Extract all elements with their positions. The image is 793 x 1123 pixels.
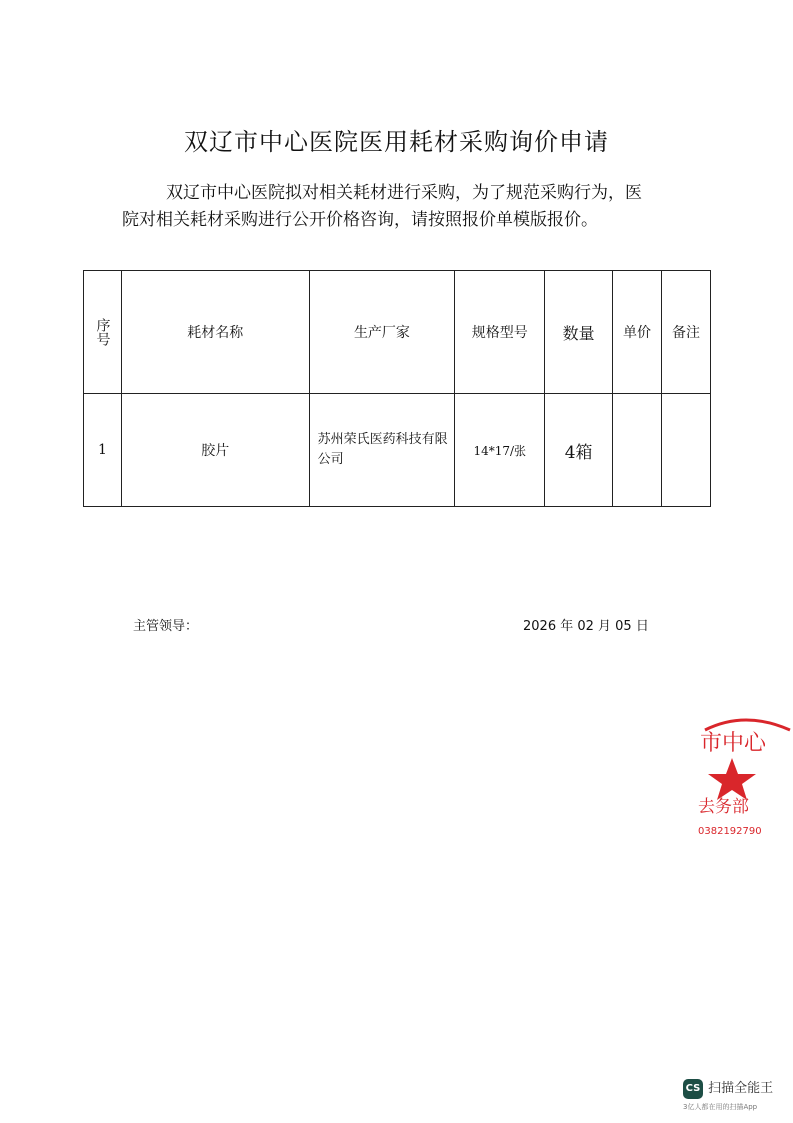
cell-no: 1 bbox=[84, 394, 122, 507]
header-cell: 备注 bbox=[662, 271, 711, 394]
header-cell: 耗材名称 bbox=[121, 271, 309, 394]
header-cell: 规格型号 bbox=[455, 271, 545, 394]
cell-name: 胶片 bbox=[121, 394, 309, 507]
scanner-watermark bbox=[683, 1076, 773, 1112]
cell-spec: 14*17/张 bbox=[455, 394, 545, 507]
table-row bbox=[84, 394, 711, 507]
header-cell: 数量 bbox=[545, 271, 613, 394]
svg-text:去务部: 去务部 bbox=[698, 797, 749, 817]
intro-paragraph: 双辽市中心医院拟对相关耗材进行采购，为了规范采购行为，医院对相关耗材采购进行公开价格咨询，请按照报价单模版报价。 bbox=[122, 183, 642, 230]
supervisor-label: 主管领导： bbox=[133, 619, 199, 634]
cell-note bbox=[662, 394, 711, 507]
table-header-row bbox=[84, 271, 711, 394]
cell-maker: 苏州荣氏医药科技有限公司 bbox=[309, 394, 455, 507]
camscanner-logo-icon: CS bbox=[683, 1079, 703, 1099]
cell-qty: 4箱 bbox=[545, 394, 613, 507]
quote-table bbox=[83, 270, 711, 507]
svg-text:0382192790: 0382192790 bbox=[698, 826, 762, 837]
header-cell: 单价 bbox=[613, 271, 662, 394]
watermark-tagline: 3亿人都在用的扫描App bbox=[683, 1103, 758, 1111]
official-seal bbox=[690, 710, 793, 840]
date: 2026 年 02 月 05 日 bbox=[523, 619, 649, 634]
header-cell: 生产厂家 bbox=[309, 271, 455, 394]
svg-text:市中心: 市中心 bbox=[700, 731, 767, 756]
seal-graphic bbox=[690, 710, 793, 840]
page-title: 双辽市中心医院医用耗材采购询价申请 bbox=[184, 128, 609, 156]
header-cell: 序号 bbox=[84, 271, 122, 394]
watermark-name: 扫描全能王 bbox=[708, 1081, 774, 1096]
cell-price bbox=[613, 394, 662, 507]
